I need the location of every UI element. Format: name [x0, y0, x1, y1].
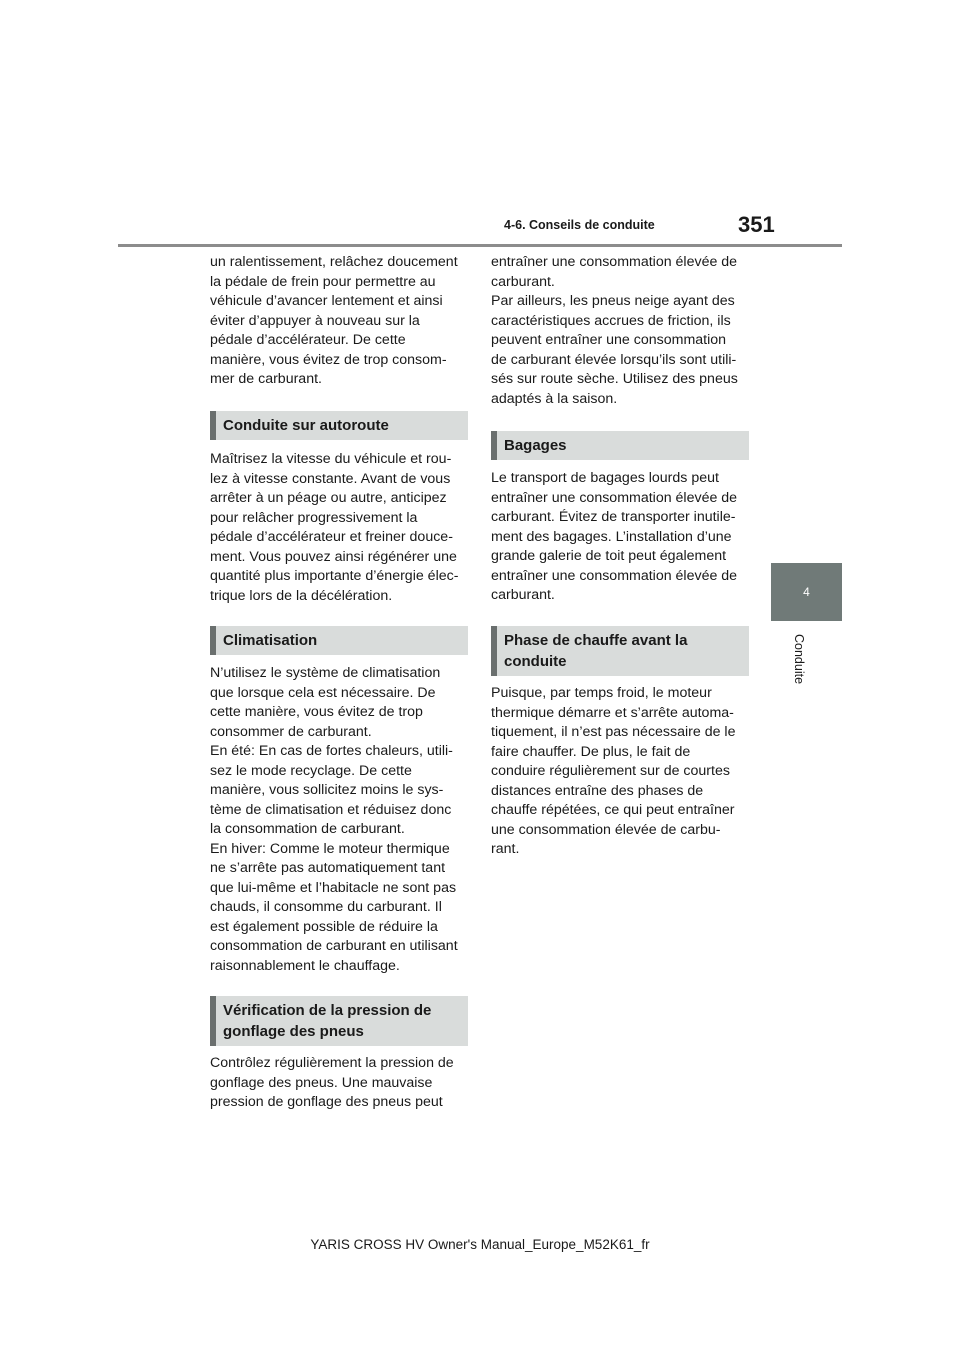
chapter-number: 4 — [803, 585, 810, 599]
page-number: 351 — [738, 212, 775, 237]
right-column — [491, 253, 749, 873]
section-body-climatisation: N’utilisez le système de climatisation que lorsque cela est nécessaire. De cette manière, vous évitez de trop consommer de carburant. En été: En cas de fortes chaleurs, utili- sez le mode recyclage. De cette manière, vous sollicitez moins le sys- tème de climatisation et réduisez donc la consommation de carburant. En hiver: Comme le moteur thermique ne s’arrête pas automatiquement tant que lui-même et l’habitacle ne sont pas chauds, il consomme du carburant. Il est également possible de réduire la consommation de carburant en utilisant raisonnablement le chauffage. — [210, 665, 458, 974]
section-body-chauffe: Puisque, par temps froid, le moteur thermique démarre et s’arrête automa- tiquement, il n’est pas nécessaire de le faire chauffer. De plus, le fait de conduire régulièrement sur de courtes distances entraîne des phases de chauffe répétées, ce qui peut entraîner une consommation élevée de carbu- rant. — [491, 685, 736, 857]
continued-paragraph: entraîner une consommation élevée de carburant. Par ailleurs, les pneus neige ayant des caractéristiques accrues de friction, ils peuvent entraîner une consommation de carburant élevée lorsqu’ils sont utili- sés sur route sèche. Utilisez des pneus adaptés à la saison. — [491, 254, 738, 407]
left-column — [210, 253, 468, 1113]
section-heading-bagages: Bagages — [491, 431, 749, 460]
footer-manual-title: YARIS CROSS HV Owner's Manual_Europe_M52K61_fr — [310, 1237, 650, 1252]
chapter-tab — [771, 563, 842, 621]
header-divider — [118, 244, 842, 247]
section-body-bagages: Le transport de bagages lourds peut entraîner une consommation élevée de carburant. Évitez de transporter inutile- ment des bagages. L’installation d’une grande galerie de toit peut également entraîner une consommation élevée de carburant. — [491, 470, 738, 603]
header-section-title: 4-6. Conseils de conduite — [504, 218, 655, 232]
section-heading-chauffe: Phase de chauffe avant la conduite — [491, 626, 749, 676]
section-body-autoroute: Maîtrisez la vitesse du véhicule et rou- lez à vitesse constante. Avant de vous arrêter à un péage ou autre, anticipez pour relâcher progressivement la pédale d’accélérateur et freiner douce- ment. Vous pouvez ainsi régénérer une quantité plus importante d’énergie élec- trique lors de la décélération. — [210, 451, 459, 604]
intro-paragraph: un ralentissement, relâchez doucement la pédale de frein pour permettre au véhicule d’avancer lentement et ainsi éviter d’appuyer à nouveau sur la pédale d’accélérateur. De cette manière, vous évitez de trop consom- mer de carburant. — [210, 254, 458, 387]
chapter-label: Conduite — [792, 633, 806, 685]
section-heading-pression: Vérification de la pression de gonflage des pneus — [210, 996, 468, 1046]
section-heading-autoroute: Conduite sur autoroute — [210, 411, 468, 440]
section-heading-climatisation: Climatisation — [210, 626, 468, 655]
section-body-pression: Contrôlez régulièrement la pression de gonflage des pneus. Une mauvaise pression de gonflage des pneus peut — [210, 1055, 454, 1110]
